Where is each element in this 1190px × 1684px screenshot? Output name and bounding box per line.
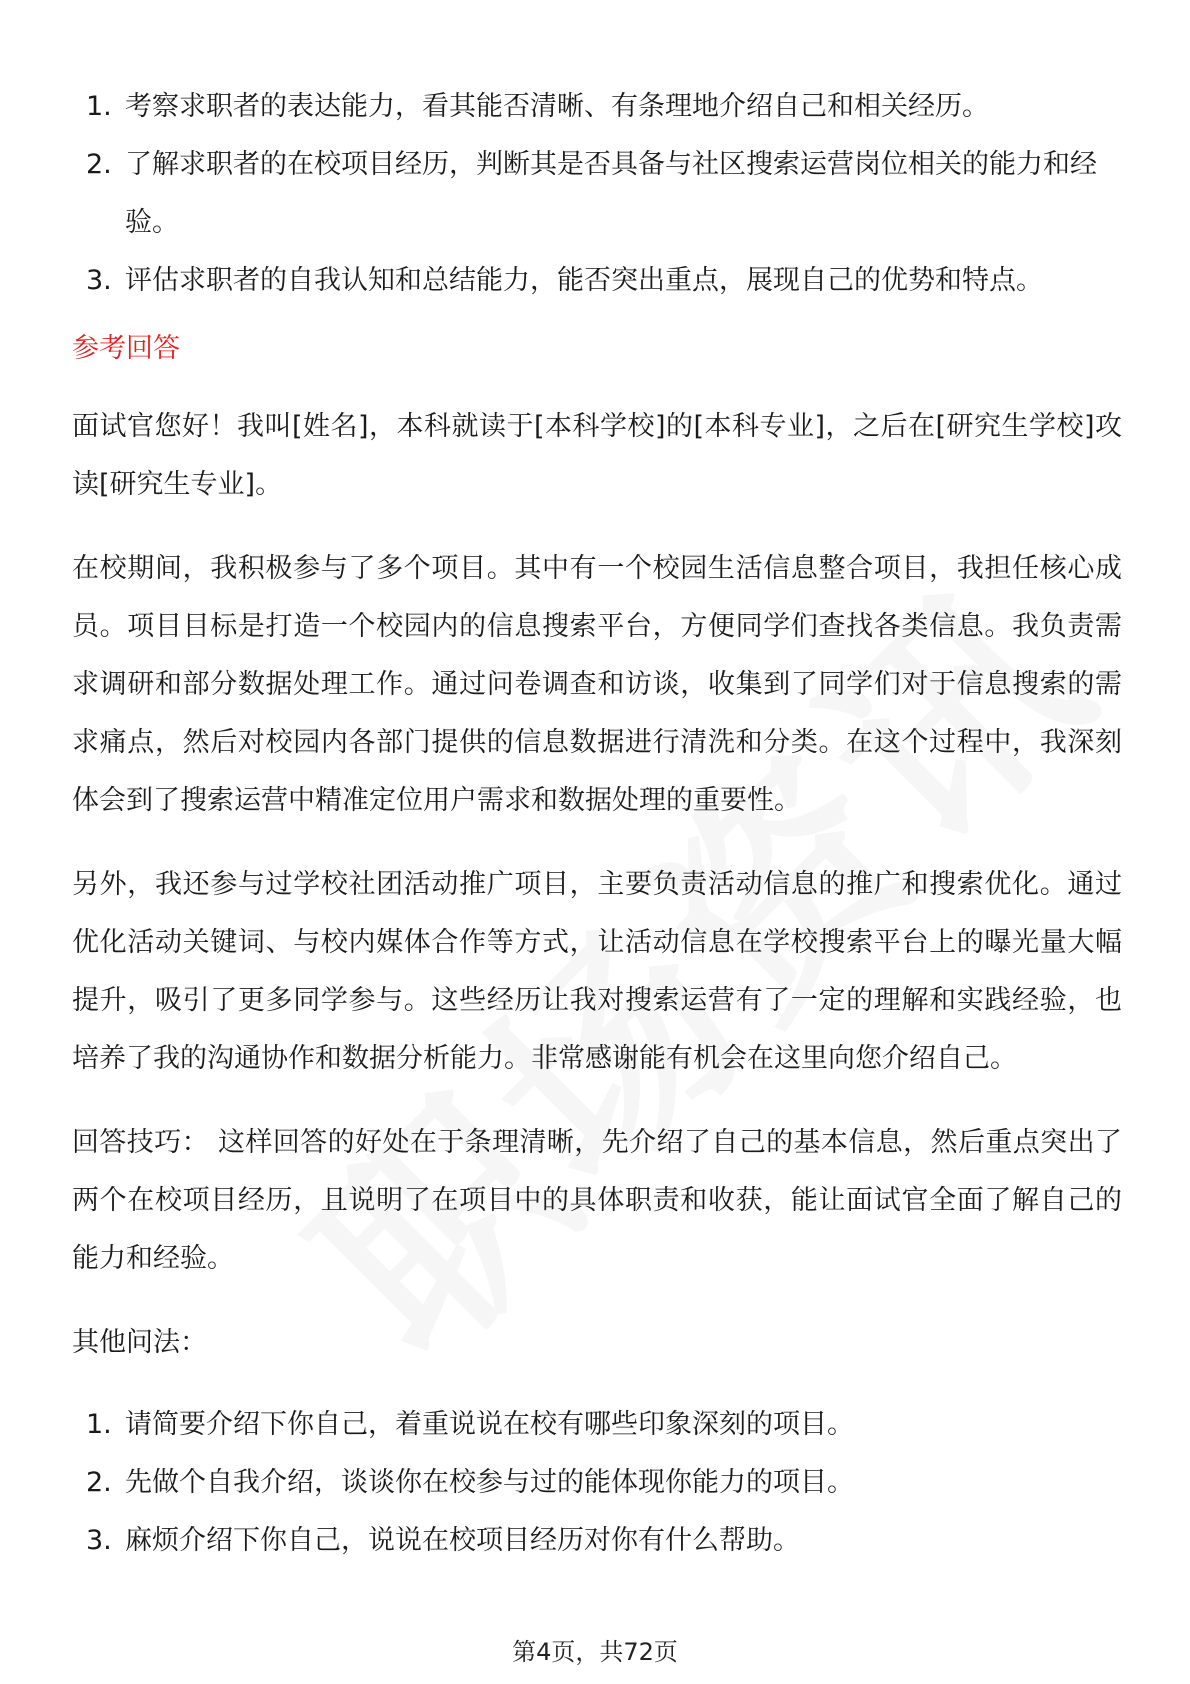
- list-number: 3.: [86, 1525, 112, 1556]
- list-text: 评估求职者的自我认知和总结能力，能否突出重点，展现自己的优势和特点。: [125, 265, 1043, 296]
- list-item: [72, 1454, 1122, 1512]
- list-text: 先做个自我介绍，谈谈你在校参与过的能体现你能力的项目。: [125, 1467, 854, 1498]
- list-number: 1.: [86, 91, 112, 122]
- list-number: 2.: [86, 149, 112, 180]
- intro-list: [72, 78, 1122, 310]
- paragraph-intro: 面试官您好！我叫[姓名]，本科就读于[本科学校]的[本科专业]，之后在[研究生学校]攻读[研究生专业]。: [72, 411, 1122, 500]
- list-item: [72, 136, 1122, 252]
- list-text: 麻烦介绍下你自己，说说在校项目经历对你有什么帮助。: [125, 1525, 800, 1556]
- list-item: [72, 1396, 1122, 1454]
- list-item: [72, 1512, 1122, 1570]
- other-questions-list: [72, 1396, 1122, 1570]
- paragraph-project-1: 在校期间，我积极参与了多个项目。其中有一个校园生活信息整合项目，我担任核心成员。项目目标是打造一个校园内的信息搜索平台，方便同学们查找各类信息。我负责需求调研和部分数据处理工作。通过问卷调查和访谈，收集到了同学们对于信息搜索的需求痛点，然后对校园内各部门提供的信息数据进行清洗和分类。在这个过程中，我深刻体会到了搜索运营中精准定位用户需求和数据处理的重要性。: [72, 553, 1122, 816]
- list-item: [72, 252, 1122, 310]
- list-text: 了解求职者的在校项目经历，判断其是否具备与社区搜索运营岗位相关的能力和经验。: [125, 149, 1097, 238]
- page-content: [72, 78, 1122, 1570]
- list-number: 3.: [86, 265, 112, 296]
- section-title: 参考回答: [72, 333, 180, 364]
- list-number: 2.: [86, 1467, 112, 1498]
- other-questions-label: 其他问法：: [72, 1327, 207, 1358]
- paragraph-tips: 回答技巧： 这样回答的好处在于条理清晰，先介绍了自己的基本信息，然后重点突出了两个在校项目经历，且说明了在项目中的具体职责和收获，能让面试官全面了解自己的能力和经验。: [72, 1127, 1122, 1274]
- list-item: [72, 78, 1122, 136]
- list-text: 请简要介绍下你自己，着重说说在校有哪些印象深刻的项目。: [125, 1409, 854, 1440]
- list-number: 1.: [86, 1409, 112, 1440]
- page-footer: 第4页，共72页: [512, 1638, 678, 1666]
- list-text: 考察求职者的表达能力，看其能否清晰、有条理地介绍自己和相关经历。: [125, 91, 989, 122]
- paragraph-project-2: 另外，我还参与过学校社团活动推广项目，主要负责活动信息的推广和搜索优化。通过优化活动关键词、与校内媒体合作等方式，让活动信息在学校搜索平台上的曝光量大幅提升，吸引了更多同学参与。这些经历让我对搜索运营有了一定的理解和实践经验，也培养了我的沟通协作和数据分析能力。非常感谢能有机会在这里向您介绍自己。: [72, 869, 1122, 1074]
